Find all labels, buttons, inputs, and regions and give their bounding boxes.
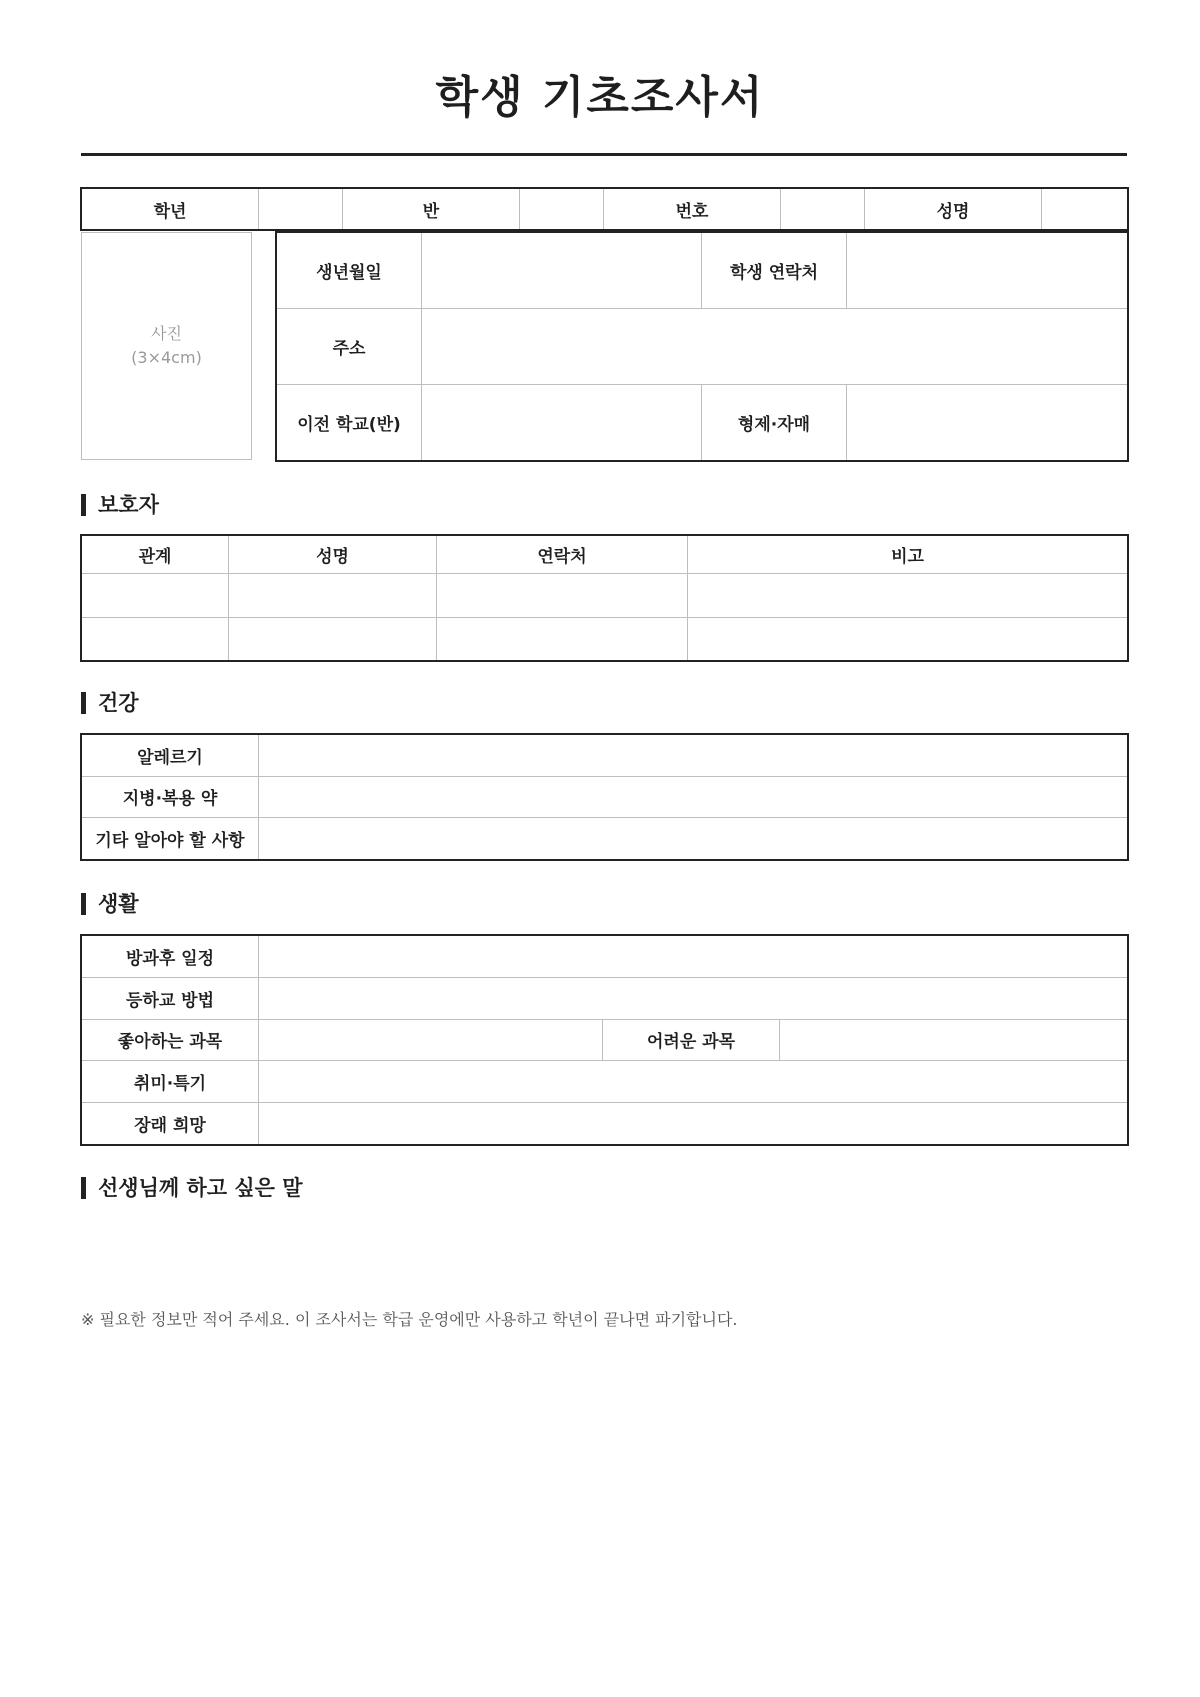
photo-label: 사진	[151, 324, 182, 343]
difficult-subject-field[interactable]	[780, 1019, 1128, 1061]
student-info-table	[276, 232, 1128, 461]
address-label: 주소	[277, 309, 422, 385]
other-notes-label: 기타 알아야 할 사항	[82, 818, 259, 860]
medication-field[interactable]	[259, 776, 1128, 818]
guardian-col-contact: 연락처	[437, 536, 688, 574]
health-heading: 건강	[81, 692, 139, 714]
siblings-field[interactable]	[847, 385, 1128, 461]
guardian-name-field[interactable]	[229, 617, 437, 661]
student-contact-label: 학생 연락처	[702, 233, 847, 309]
future-hope-field[interactable]	[259, 1103, 1128, 1145]
photo-placeholder[interactable]	[81, 232, 252, 460]
birthdate-field[interactable]	[422, 233, 702, 309]
other-notes-field[interactable]	[259, 818, 1128, 860]
hobby-field[interactable]	[259, 1061, 1128, 1103]
class-field[interactable]	[520, 189, 604, 230]
grade-field[interactable]	[259, 189, 343, 230]
allergy-label: 알레르기	[82, 735, 259, 777]
previous-school-field[interactable]	[422, 385, 702, 461]
message-area[interactable]	[81, 1210, 1127, 1290]
basic-id-table	[81, 188, 1128, 230]
guardian-relation-field[interactable]	[82, 574, 229, 618]
guardian-note-field[interactable]	[688, 617, 1128, 661]
commute-label: 등하교 방법	[82, 977, 259, 1019]
allergy-field[interactable]	[259, 735, 1128, 777]
siblings-label: 형제·자매	[702, 385, 847, 461]
number-field[interactable]	[781, 189, 865, 230]
difficult-subject-label: 어려운 과목	[603, 1019, 780, 1061]
favorite-subject-label: 좋아하는 과목	[82, 1019, 259, 1061]
health-table	[81, 734, 1128, 860]
footnote: ※ 필요한 정보만 적어 주세요. 이 조사서는 학급 운영에만 사용하고 학년이 끝나면 파기합니다.	[81, 1310, 738, 1329]
guardian-col-note: 비고	[688, 536, 1128, 574]
photo-size: (3×4cm)	[131, 348, 202, 367]
guardian-heading: 보호자	[81, 494, 159, 516]
page-title: 학생 기초조사서	[435, 72, 765, 123]
title-divider	[81, 153, 1127, 156]
guardian-row	[82, 574, 1128, 618]
life-heading: 생활	[81, 893, 139, 915]
message-heading: 선생님께 하고 싶은 말	[81, 1177, 303, 1199]
life-table	[81, 935, 1128, 1145]
guardian-col-name: 성명	[229, 536, 437, 574]
guardian-contact-field[interactable]	[437, 617, 688, 661]
student-contact-field[interactable]	[847, 233, 1128, 309]
after-school-label: 방과후 일정	[82, 936, 259, 978]
future-hope-label: 장래 희망	[82, 1103, 259, 1145]
after-school-field[interactable]	[259, 936, 1128, 978]
guardian-note-field[interactable]	[688, 574, 1128, 618]
guardian-row	[82, 617, 1128, 661]
name-label: 성명	[865, 189, 1042, 230]
favorite-subject-field[interactable]	[259, 1019, 603, 1061]
guardian-table	[81, 535, 1128, 661]
hobby-label: 취미·특기	[82, 1061, 259, 1103]
previous-school-label: 이전 학교(반)	[277, 385, 422, 461]
guardian-contact-field[interactable]	[437, 574, 688, 618]
grade-label: 학년	[82, 189, 259, 230]
commute-field[interactable]	[259, 977, 1128, 1019]
class-label: 반	[343, 189, 520, 230]
address-field[interactable]	[422, 309, 1128, 385]
name-field[interactable]	[1042, 189, 1128, 230]
medication-label: 지병·복용 약	[82, 776, 259, 818]
birthdate-label: 생년월일	[277, 233, 422, 309]
guardian-relation-field[interactable]	[82, 617, 229, 661]
guardian-name-field[interactable]	[229, 574, 437, 618]
guardian-col-relation: 관계	[82, 536, 229, 574]
number-label: 번호	[604, 189, 781, 230]
